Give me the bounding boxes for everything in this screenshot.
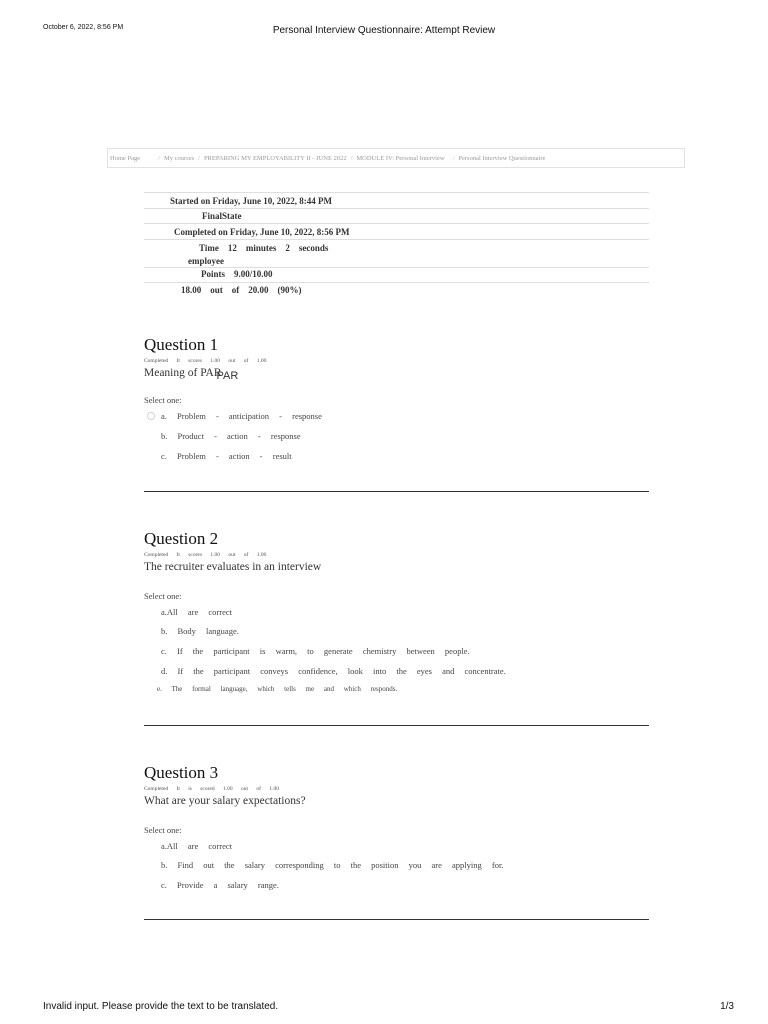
answer-option-label: a. Problem - anticipation - response [161,411,322,421]
answer-option-c[interactable] [161,449,649,469]
answer-option-label: b. Find out the salary corresponding to the position you are applying for. [161,860,504,870]
question-status: Completed It scores 1.00 out of 1.00 [144,552,267,558]
answer-option-label: c. Provide a salary range. [161,880,279,890]
answer-option-label: b. Body language. [161,626,239,636]
summary-time-line1: Time 12 minutes 2 seconds [199,243,329,253]
summary-time-line2: employee [188,256,224,266]
answer-option-label: a.All are correct [161,607,232,617]
question-status: Completed It is scored 1.00 out of 1.00 [144,786,280,792]
select-one-label: Select one: [144,825,182,835]
answer-option-label: c. Problem - action - result [161,451,292,461]
answer-option-label: a.All are correct [161,841,232,851]
summary-state: FinalState [144,208,649,223]
question-text: The recruiter evaluates in an interview [144,561,322,573]
answer-options [144,409,649,469]
breadcrumb-separator: / [198,154,200,162]
answer-option-b[interactable] [161,858,649,878]
attempt-summary [144,192,649,298]
answer-option-a[interactable] [161,839,649,858]
page-number: 1/3 [720,1001,734,1012]
breadcrumb-separator: / [350,154,353,162]
question-2 [144,529,649,702]
question-divider [144,491,649,492]
breadcrumb-quiz-link[interactable]: Personal Interview Questionnaire [458,154,546,162]
question-status: Completed It scores 1.00 out of 1.00 [144,358,267,364]
answer-options [144,605,649,702]
answer-option-d[interactable] [161,664,649,684]
summary-points: Points 9.00/10.00 [144,267,649,282]
answer-options [144,839,649,898]
breadcrumb-home-link[interactable]: Home Page [110,154,141,162]
answer-option-e[interactable] [157,684,649,702]
question-1 [144,335,649,469]
print-footer-text: Invalid input. Please provide the text to be translated. [43,1001,279,1012]
select-one-label: Select one: [144,591,182,601]
answer-option-label: e. The formal language, which tells me and which responds. [157,685,398,693]
answer-option-label: b. Product - action - response [161,431,301,441]
breadcrumb-courses-link[interactable]: My courses [163,154,195,162]
answer-option-b[interactable] [161,429,649,449]
question-text-main: Meaning of PAR [144,367,222,379]
question-divider [144,919,649,920]
answer-option-c[interactable] [161,644,649,664]
answer-option-c[interactable] [161,878,649,898]
breadcrumb-course-link[interactable]: PREPARING MY EMPLOYABILITY II - JUNE 2022 [203,154,347,162]
breadcrumb [107,148,685,168]
question-text: What are your salary expectations? [144,795,306,807]
breadcrumb-separator: / [158,154,160,162]
select-one-label: Select one: [144,395,182,405]
summary-completed: Completed on Friday, June 10, 2022, 8:56 PM [144,223,649,239]
radio-button[interactable] [147,412,155,420]
question-text-overlap: PAR [216,370,239,382]
breadcrumb-separator: / [452,154,455,162]
breadcrumb-module-link[interactable]: MODULE IV: Personal Interview [356,154,445,162]
answer-option-a[interactable] [161,409,649,429]
question-title: Question 1 [144,335,219,354]
print-title: Personal Interview Questionnaire: Attempt Review [272,25,496,36]
summary-time [144,239,649,267]
question-3 [144,763,649,898]
question-text [144,367,649,382]
summary-started: Started on Friday, June 10, 2022, 8:44 PM [144,192,649,208]
answer-option-label: d. If the participant conveys confidence, look into the eyes and concentrate. [161,666,506,676]
answer-option-a[interactable] [161,605,649,624]
summary-grade: 18.00 out of 20.00 (90%) [144,282,649,298]
answer-option-label: c. If the participant is warm, to generate chemistry between people. [161,646,470,656]
print-date: October 6, 2022, 8:56 PM [43,24,124,31]
question-title: Question 2 [144,529,219,548]
answer-option-b[interactable] [161,624,649,644]
question-divider [144,725,649,726]
question-title: Question 3 [144,763,219,782]
